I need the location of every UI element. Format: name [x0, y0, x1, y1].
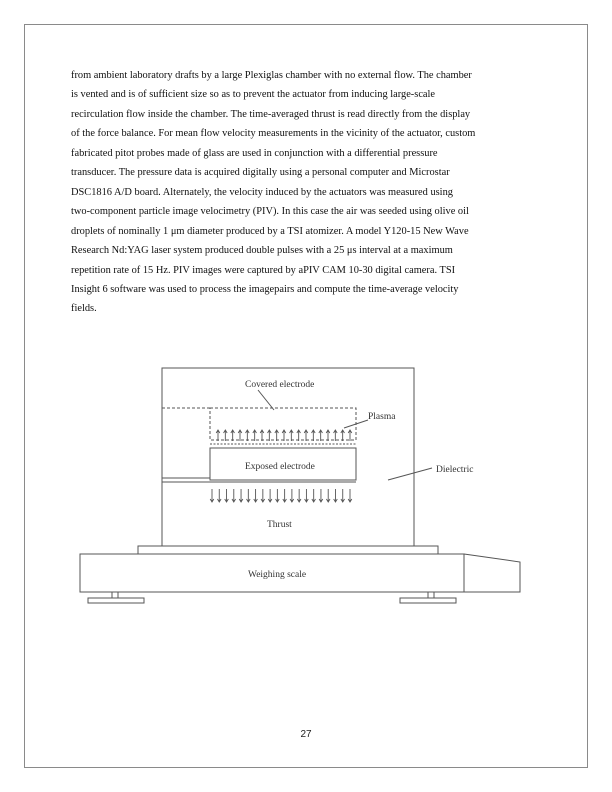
- paragraph-line: repetition rate of 15 Hz. PIV images were captured by aPIV CAM 10-30 digital camera. TSI: [71, 264, 456, 276]
- scale-stand: [138, 546, 438, 554]
- paragraph-line: recirculation flow inside the chamber. The time-averaged thrust is read directly from the display: [71, 108, 471, 120]
- paragraph-line: DSC1816 A/D board. Alternately, the velocity induced by the actuators was measured using: [71, 186, 453, 198]
- scale-foot-left: [88, 598, 144, 603]
- paragraph-line: two-component particle image velocimetry (PIV). In this case the air was seeded using olive oil: [71, 206, 469, 218]
- scale-foot-left-post: [112, 592, 118, 598]
- paragraph-line: fabricated pitot probes made of glass are used in conjunction with a differential pressure: [71, 147, 438, 159]
- scale-foot-right-post: [428, 592, 434, 598]
- paragraph-line: from ambient laboratory drafts by a large Plexiglas chamber with no external flow. The chamber: [71, 70, 472, 81]
- paragraph-line: Research Nd:YAG laser system produced double pulses with a 25 μs interval at a maximum: [71, 245, 453, 257]
- scale-foot-right: [400, 598, 456, 603]
- weighing-scale-label: Weighing scale: [248, 570, 307, 580]
- body-paragraph: [71, 66, 549, 319]
- scale-slope: [464, 554, 520, 592]
- paragraph-line: droplets of nominally 1 μm diameter produced by a TSI atomizer. A model Y120-15 New Wave: [71, 225, 469, 237]
- plasma-label: Plasma: [368, 412, 396, 422]
- figure-svg: [78, 362, 524, 608]
- paragraph-line: is vented and is of sufficient size so as to prevent the actuator from inducing large-scale: [71, 89, 436, 101]
- dielectric-label: Dielectric: [436, 465, 474, 475]
- covered-electrode-label: Covered electrode: [245, 380, 315, 390]
- page-number: 27: [300, 729, 312, 740]
- paragraph-line: transducer. The pressure data is acquired digitally using a personal computer and Microstar: [71, 167, 450, 179]
- paragraph-line: Insight 6 software was used to process the imagepairs and compute the time-average velocity: [71, 283, 459, 295]
- exposed-electrode-label: Exposed electrode: [245, 462, 315, 472]
- paragraph-line: of the force balance. For mean flow velocity measurements in the vicinity of the actuator, custom: [71, 128, 476, 140]
- thrust-label: Thrust: [267, 520, 292, 530]
- paragraph-line: fields.: [71, 303, 97, 315]
- actuator-thrust-figure: [78, 362, 524, 608]
